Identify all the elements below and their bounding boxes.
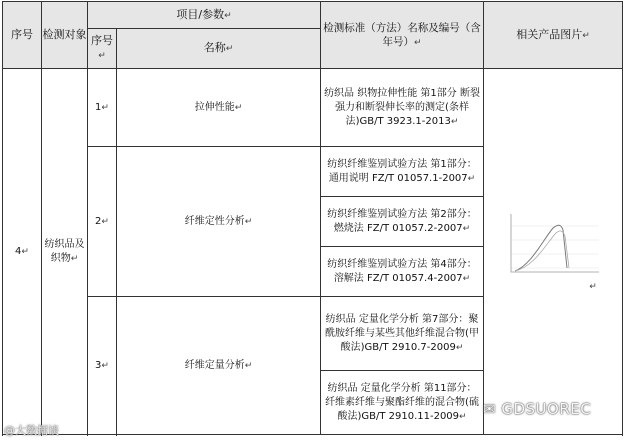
item-2-num: 2 xyxy=(95,215,102,227)
item-2-standard-3-cell: 纺织纤维鉴别试验方法 第4部分：溶解法 FZ/T 01057.4-2007↵ xyxy=(321,247,484,297)
header-sub-seq-label: 序号 xyxy=(91,34,113,47)
item-3-standard-1: 纺织品 定量化学分析 第7部分：聚酰胺纤维与某些其他纤维混合物(甲酸法)GB/T 2910.7-2009 xyxy=(325,313,479,353)
item-2-name-cell: 纤维定性分析↵ xyxy=(117,147,321,297)
row-seq-cell: 4↵ xyxy=(3,69,42,435)
header-object-label: 检测对象 xyxy=(42,28,87,41)
header-photo: 相关产品图片↵ xyxy=(484,2,623,69)
watermark-right-text: GDSUOREC xyxy=(501,400,592,418)
header-name-label: 名称 xyxy=(203,41,226,54)
photo-cell: ↵ xyxy=(484,69,623,435)
item-3-name: 纤维定量分析 xyxy=(184,359,245,371)
item-2-num-cell: 2↵ xyxy=(88,147,117,297)
item-1-num: 1 xyxy=(95,101,102,113)
watermark-left: @大数据谈 xyxy=(4,424,59,437)
row-object: 纺织品及织物 xyxy=(44,238,85,264)
item-3-standard-1-cell: 纺织品 定量化学分析 第7部分：聚酰胺纤维与某些其他纤维混合物(甲酸法)GB/T 2910.7-2009↵ xyxy=(321,297,484,371)
item-3-standard-2-cell: 纺织品 定量化学分析 第11部分：纤维素纤维与聚酯纤维的混合物(硫酸法)GB/T 2910.11-2009↵ xyxy=(321,371,484,435)
wechat-icon: ✉ xyxy=(483,400,502,418)
item-2-standard-1: 纺织纤维鉴别试验方法 第1部分：通用说明 FZ/T 01057.1-2007 xyxy=(327,158,477,184)
item-1-name: 拉伸性能 xyxy=(194,101,235,113)
item-3-name-cell: 纤维定量分析↵ xyxy=(117,297,321,435)
item-3-standard-2: 纺织品 定量化学分析 第11部分：纤维素纤维与聚酯纤维的混合物(硫酸法)GB/T 2910.11-2009 xyxy=(325,382,479,422)
header-standard-label: 检测标准（方法）名称及编号（含年号） xyxy=(323,21,481,48)
item-1-num-cell: 1↵ xyxy=(88,69,117,147)
item-2-standard-2: 纺织纤维鉴别试验方法 第2部分：燃烧法 FZ/T 01057.2-2007 xyxy=(327,208,477,234)
photo-container xyxy=(484,210,622,280)
item-2-standard-2-cell: 纺织纤维鉴别试验方法 第2部分：燃烧法 FZ/T 01057.2-2007↵ xyxy=(321,197,484,247)
header-object xyxy=(42,2,88,69)
header-seq-label: 序号 xyxy=(11,28,33,41)
tensile-curve-image xyxy=(503,210,603,280)
header-item-param-label: 项目/参数 xyxy=(176,7,225,21)
item-3-num-cell: 3↵ xyxy=(88,297,117,435)
header-name: 名称↵ xyxy=(117,29,321,69)
item-1-standard-1: 纺织品 织物拉伸性能 第1部分 断裂强力和断裂伸长率的测定(条样法)GB/T 3923.1-2013 xyxy=(324,87,480,127)
item-2-standard-3: 纺织纤维鉴别试验方法 第4部分：溶解法 FZ/T 01057.4-2007 xyxy=(327,258,477,284)
item-2-name: 纤维定性分析 xyxy=(184,215,245,227)
item-3-num: 3 xyxy=(95,359,102,371)
item-2-standard-1-cell: 纺织纤维鉴别试验方法 第1部分：通用说明 FZ/T 01057.1-2007↵ xyxy=(321,147,484,197)
header-standard: 检测标准（方法）名称及编号（含年号）↵ xyxy=(321,2,484,69)
header-sub-seq: 序号↵ xyxy=(88,29,117,69)
item-1-standard-1-cell: 纺织品 织物拉伸性能 第1部分 断裂强力和断裂伸长率的测定(条样法)GB/T 3923.1-2013↵ xyxy=(321,69,484,147)
header-item-param: 项目/参数↵ xyxy=(88,2,321,29)
item-1-name-cell: 拉伸性能↵ xyxy=(117,69,321,147)
watermark-right xyxy=(483,400,591,418)
header-photo-label: 相关产品图片 xyxy=(516,27,583,41)
row-object-cell: 纺织品及织物↵ xyxy=(42,69,88,435)
row-seq: 4 xyxy=(15,245,22,257)
header-seq xyxy=(3,2,42,69)
test-standards-table xyxy=(2,1,623,435)
